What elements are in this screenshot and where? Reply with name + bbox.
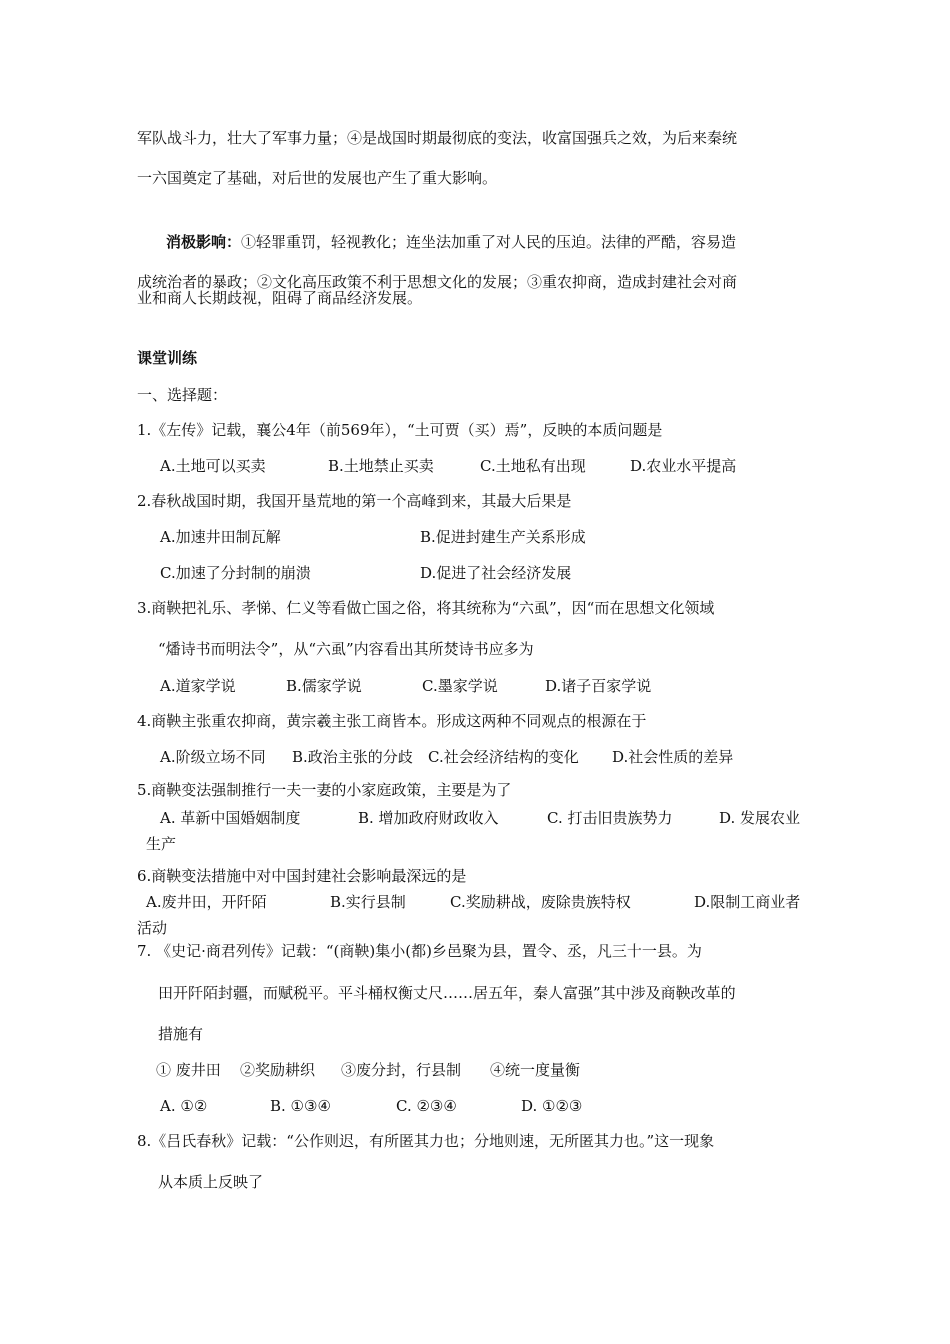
q3-stem-line-1: 3.商鞅把礼乐、孝悌、仁义等看做亡国之俗，将其统称为“六虱”，因“而在思想文化领域 — [137, 599, 715, 617]
section-title: 课堂训练 — [137, 349, 198, 367]
q7-option-d: D. ①②③ — [521, 1097, 583, 1115]
q7-option-a: A. ①② — [160, 1097, 208, 1115]
q5-option-b: B. 增加政府财政收入 — [358, 809, 499, 827]
q1-option-c: C.土地私有出现 — [480, 457, 586, 475]
q1-option-d: D.农业水平提高 — [630, 457, 737, 475]
intro-line-2: 一六国奠定了基础，对后世的发展也产生了重大影响。 — [137, 169, 498, 187]
q6-stem: 6.商鞅变法措施中对中国封建社会影响最深远的是 — [137, 867, 467, 885]
q4-stem: 4.商鞅主张重农抑商，黄宗羲主张工商皆本。形成这两种不同观点的根源在于 — [137, 712, 647, 730]
q2-option-b: B.促进封建生产关系形成 — [420, 528, 586, 546]
negative-impact-line-3: 业和商人长期歧视，阻碍了商品经济发展。 — [137, 289, 423, 307]
negative-impact-line-1 — [166, 232, 736, 252]
q2-option-a: A.加速井田制瓦解 — [160, 528, 281, 546]
q5-stem: 5.商鞅变法强制推行一夫一妻的小家庭政策，主要是为了 — [137, 781, 512, 799]
q5-option-a: A. 革新中国婚姻制度 — [160, 809, 301, 827]
q3-option-a: A.道家学说 — [160, 677, 236, 695]
q3-option-b: B.儒家学说 — [286, 677, 362, 695]
q7-option-c: C. ②③④ — [396, 1097, 457, 1115]
negative-impact-label: 消极影响： — [166, 233, 242, 251]
q7-item-3: ③废分封，行县制 — [341, 1061, 462, 1079]
q6-option-d-continued: 活动 — [137, 919, 168, 937]
q8-stem-line-1: 8.《吕氏春秋》记载：“公作则迟，有所匿其力也；分地则速，无所匿其力也。”这一现象 — [137, 1132, 715, 1150]
negative-impact-text: ①轻罪重罚，轻视教化；连坐法加重了对人民的压迫。法律的严酷，容易造 — [241, 233, 737, 251]
q2-option-c: C.加速了分封制的崩溃 — [160, 564, 311, 582]
q1-option-a: A.土地可以买卖 — [160, 457, 266, 475]
q3-stem-line-2: “燔诗书而明法令”，从“六虱”内容看出其所焚诗书应多为 — [158, 640, 534, 658]
q5-option-d: D. 发展农业 — [719, 809, 801, 827]
q8-stem-line-2: 从本质上反映了 — [158, 1173, 264, 1191]
negative-impact-line-2: 成统治者的暴政；②文化高压政策不利于思想文化的发展；③重农抑商，造成封建社会对商 — [137, 273, 738, 291]
q6-option-d: D.限制工商业者 — [694, 893, 801, 911]
q7-item-2: ②奖励耕织 — [240, 1061, 316, 1079]
q2-stem: 2.春秋战国时期，我国开垦荒地的第一个高峰到来，其最大后果是 — [137, 492, 572, 510]
q4-option-b: B.政治主张的分歧 — [292, 748, 413, 766]
q1-stem: 1.《左传》记载，襄公4年（前569年），“土可贾（买）焉”，反映的本质问题是 — [137, 421, 663, 439]
q7-stem-line-1: 7. 《史记·商君列传》记载：“(商鞅)集小(都)乡邑聚为县，置令、丞，凡三十一县。为 — [137, 942, 702, 960]
q7-stem-line-3: 措施有 — [158, 1025, 204, 1043]
q7-option-b: B. ①③④ — [270, 1097, 331, 1115]
subsection-title: 一、选择题： — [137, 386, 228, 404]
q5-option-c: C. 打击旧贵族势力 — [547, 809, 673, 827]
q1-option-b: B.土地禁止买卖 — [328, 457, 434, 475]
q6-option-c: C.奖励耕战，废除贵族特权 — [450, 893, 631, 911]
q7-item-4: ④统一度量衡 — [490, 1061, 581, 1079]
q7-item-1: ① 废井田 — [156, 1061, 221, 1079]
intro-line-1: 军队战斗力，壮大了军事力量；④是战国时期最彻底的变法，收富国强兵之效，为后来秦统 — [137, 129, 738, 147]
q6-option-a: A.废井田，开阡陌 — [146, 893, 267, 911]
q4-option-c: C.社会经济结构的变化 — [428, 748, 579, 766]
q6-option-b: B.实行县制 — [330, 893, 406, 911]
q5-option-d-continued: 生产 — [146, 835, 177, 853]
q4-option-d: D.社会性质的差异 — [612, 748, 734, 766]
q3-option-d: D.诸子百家学说 — [545, 677, 652, 695]
q7-stem-line-2: 田开阡陌封疆，而赋税平。平斗桶权衡丈尺……居五年，秦人富强”其中涉及商鞅改革的 — [158, 984, 736, 1002]
q2-option-d: D.促进了社会经济发展 — [420, 564, 572, 582]
q3-option-c: C.墨家学说 — [422, 677, 498, 695]
q4-option-a: A.阶级立场不同 — [160, 748, 266, 766]
